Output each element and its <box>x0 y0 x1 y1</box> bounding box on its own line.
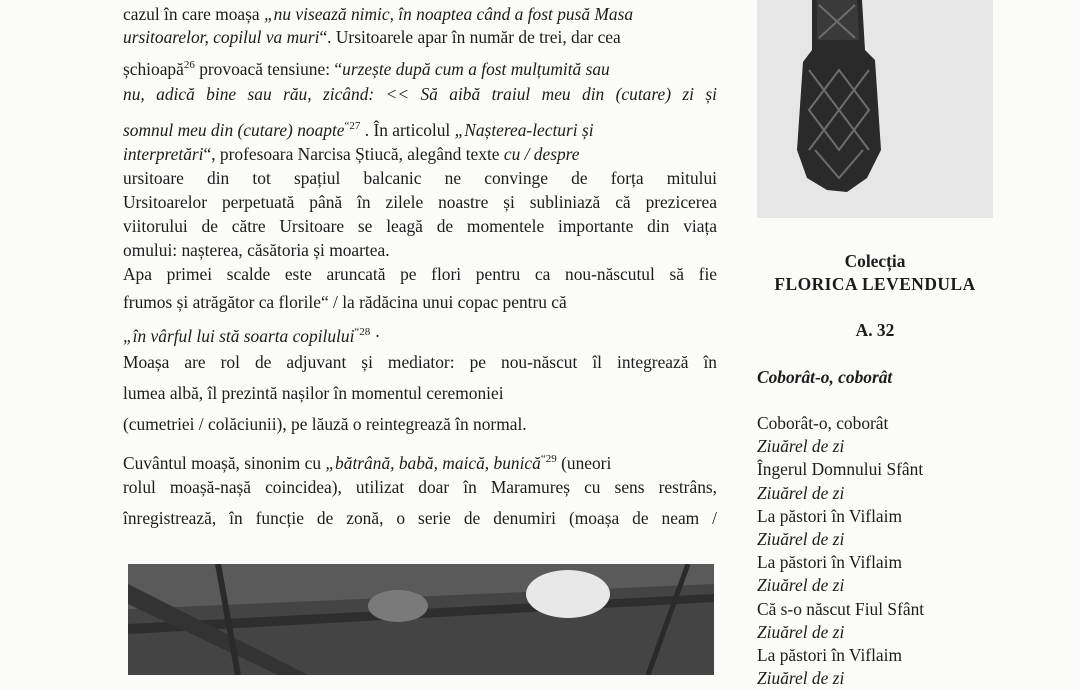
ceiling-image <box>128 564 714 675</box>
footnote-ref: 26 <box>183 59 195 71</box>
collection-name: FLORICA LEVENDULA <box>774 274 976 294</box>
text-line: Ursitoarelor perpetuată până în zilele noastre și subliniază că prezicerea <box>123 192 717 212</box>
text-line: lumea albă, îl prezintă nașilor în momentul ceremoniei <box>123 383 504 403</box>
text-line: ursitoare din tot spațiul balcanic ne convinge de forța mitului <box>123 168 717 188</box>
text-line: omului: nașterea, căsătoria și moartea. <box>123 240 390 260</box>
text-line: frumos și atrăgător ca florile“ / la rădăcina unui copac pentru că <box>123 292 567 312</box>
carved-object-image <box>757 0 993 218</box>
text-line: nu, adică bine sau rău, zicând: << Să aibă traiul meu din (cutare) zi și <box>123 84 717 104</box>
text-line: șchioapă$^{26}$ provoacă tensiune: “urzește după cum a fost mulțumită sau <box>123 59 610 79</box>
verse-line: La păstori în Viflaim <box>757 645 902 665</box>
verse-line: Ziuărel de zi <box>757 575 845 596</box>
text-line: interpretări“, profesoara Narcisa Știucă, alegând texte cu / despre <box>123 144 580 164</box>
text-line: (cumetriei / colăciunii), pe lăuză o reintegrează în normal. <box>123 414 527 434</box>
text-line: somnul meu din (cutare) noapte$^{“27}$ . În articolul „Nașterea-lecturi și <box>123 120 594 140</box>
text-line: „în vârful lui stă soarta copilului$^{“28}$ · <box>123 326 381 346</box>
verse-line: Că s-o născut Fiul Sfânt <box>757 598 925 619</box>
carved-object-photo <box>757 0 993 218</box>
verse-line: Coborât-o, coborât <box>757 413 889 433</box>
song-title: Coborât-o, coborât <box>757 367 893 387</box>
verse-line: La păstori în Viflaim <box>757 505 902 526</box>
text-line: Moașa are rol de adjuvant și mediator: pe nou-născut îl integrează în <box>123 352 717 372</box>
footnote-ref: “28 <box>354 326 371 338</box>
text-line: ursitoarelor, copilul va muri“. Ursitoarele apar în număr de trei, dar cea <box>123 27 621 47</box>
footnote-ref: “29 <box>540 453 557 465</box>
text-line: cazul în care moașa „nu visează nimic, în noaptea când a fost pusă Masa <box>123 4 634 24</box>
text-line: viitorului de către Ursitoare se leagă de momentele importante din viața <box>123 216 717 236</box>
text-line: înregistrează, în funcție de zonă, o serie de denumiri (moașa de neam / <box>123 508 717 528</box>
footnote-ref: “27 <box>344 120 361 132</box>
verse-line: Ziuărel de zi <box>757 436 845 457</box>
verse-line: Ziuărel de zi <box>757 529 845 549</box>
verse-line: La păstori în Viflaim <box>757 552 902 573</box>
verse-line: Ziuărel de zi <box>757 668 845 689</box>
text-line: Apa primei scalde este aruncată pe flori pentru ca nou-născutul să fie <box>123 264 717 284</box>
text-line: rolul moașă-nașă coincidea), utilizat doar în Maramureș cu sens restrâns, <box>123 477 717 497</box>
text-line: Cuvântul moașă, sinonim cu „bătrână, babă, maică, bunică$^{“29}$ (uneori <box>123 453 612 473</box>
verse-line: Ziuărel de zi <box>757 482 845 503</box>
ceiling-photo <box>128 564 714 675</box>
verse-line: Îngerul Domnului Sfânt <box>757 459 924 480</box>
song-code: A. 32 <box>855 320 895 340</box>
collection-label: Colecția <box>844 251 906 271</box>
verse-line: Ziuărel de zi <box>757 621 845 642</box>
